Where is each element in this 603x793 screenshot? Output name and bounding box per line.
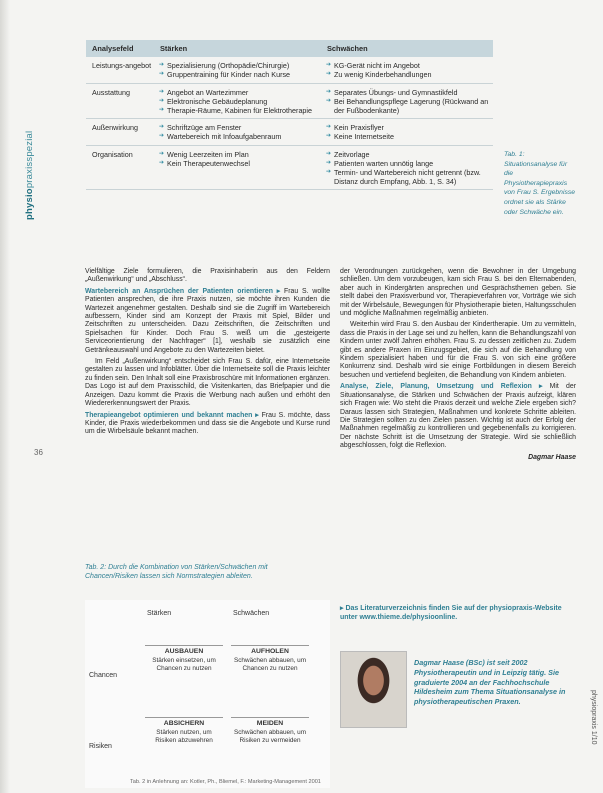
author-photo	[340, 651, 407, 728]
weakness-item: ➔ Keine Internetseite	[327, 132, 493, 141]
paragraph: Im Feld „Außenwirkung“ entscheidet sich Frau S. dafür, eine Internetseite gestalten zu lassen und Infoblätter. Über die Internetseite soll die Praxis leichter zu finden sein. Den Inhalt soll eine Praxisbroschüre mit Informationen ergänzen. Das Logo ist auf dem Praxisschild, die Visitenkarten, das Briefpapier und die Anzeigen. Dazu kommt die Praxis die Werbung nach außen und erhöht den Wiedererkennungswert der Praxis.	[85, 358, 330, 408]
strength-item: ➔ Gruppentraining für Kinder nach Kurse	[160, 70, 323, 79]
strength-item: ➔ Elektronische Gebäudeplanung	[160, 97, 323, 106]
strength-item: ➔ Schriftzüge am Fenster	[160, 123, 323, 132]
author-signature: Dagmar Haase	[528, 453, 576, 461]
table2-caption: Tab. 2: Durch die Kombination von Stärken/Schwächen mit Chancen/Risiken lassen sich Normstrategien ableiten.	[85, 564, 268, 580]
paragraph: der Verordnungen zurückgehen, wenn die Bewohner in der Umgebung schließen. Um dem vorzubeugen, kam sich Frau S. bei den Elternabenden, aber auch in Kindergärten ansprechen und Gesprächsthemen geben. Sie stellt dabei den Praxisverbund vor, Therapieverfahren vor, Vorträge wie sich mit der Wirbelsäule, Bewegungen für Physiotherapie bieten, Haltungsschulen und mögliche Maßnahmen regelmäßig anbieten.	[340, 268, 576, 318]
matrix-cell-meiden: MEIDEN Schwächen abbauen, um Risiken zu vermeiden	[231, 717, 309, 744]
paragraph: Weiterhin wird Frau S. den Ausbau der Kindertherapie. Um zu vermitteln, dass die Praxis in der Lage sei und zu helfen, kann die Behandlungszahl von Kindern unter zwölf Jahren erhöhen. Frau S. zu dessen zeitlichen zu. Zudem gibt es andere Praxen im Einzugsgebiet, die sich auf die Behandlung von Kindern spezialisiert haben und für die Frau S. von sich eine größere Konkurrenz sind. Deshalb wird sie einige Fortbildungen in diesem Bereich besuchen und vertiefend begleiten, die Behandlung von Kindern anbieten.	[340, 321, 576, 379]
table2-source: Tab. 2 in Anlehnung an: Kotler, Ph., Bliemel, F.: Marketing-Management 2001	[130, 779, 321, 785]
article-left-column	[85, 268, 330, 440]
table-row	[86, 57, 493, 83]
weakness-item: ➔ Patienten warten unnötig lange	[327, 159, 493, 168]
page-number: 36	[34, 448, 43, 457]
weakness-item: ➔ Zu wenig Kinderbehandlungen	[327, 70, 493, 79]
section-label: physiopraxisspezial	[24, 130, 35, 220]
strength-item: ➔ Kein Therapeutenwechsel	[160, 159, 323, 168]
author-bio: Dagmar Haase (BSc) ist seit 2002 Physiotherapeutin und in Leipzig tätig. Sie graduierte 2004 an der Fachhochschule Hildesheim zum Thema Situationsanalyse in physiotherapeutischen Praxen.	[414, 658, 566, 707]
strength-item: ➔ Spezialisierung (Orthopädie/Chirurgie)	[160, 61, 323, 70]
paragraph: Wartebereich an Ansprüchen der Patienten orientieren ▸ Frau S. wollte Patienten ansprechen, die ihre Praxis nutzen, sie möchte ihren Kunden die Wartezeit angenehmer gestalten. Deshalb sind sie die Zugriff im Wartebereich aufbessern, Kinder sind am Konzept der Praxis mit Spiel, Bilder und Zeitschriften zu unterscheiden. Dazu Zeitschriften, die Zeitschriften und Spielsachen für Kinder. Doch Frau S. weiß um die „gesteigerte Serviceorientierung der Nachfrager“ [1], weshalb sie zusätzlich eine Getränkeauswahl und Angebote zu den Wartezeiten bietet.	[85, 287, 330, 354]
strength-item: ➔ Angebot an Wartezimmer	[160, 88, 323, 97]
matrix-cell-absichern: ABSICHERN Stärken nutzen, um Risiken abzuwehren	[145, 717, 223, 744]
matrix-row-chances: Chancen	[89, 672, 118, 679]
weakness-item: ➔ Zeitvorlage	[327, 150, 493, 159]
strength-item: ➔ Wartebereich mit Infoaufgabenraum	[160, 132, 323, 141]
header-strengths: Stärken	[160, 44, 188, 53]
paragraph: Therapieangebot optimieren und bekannt machen ▸ Frau S. möchte, dass Kinder, die Praxis wiederbekommen und dass sie die Angebote und Kurse rund um die Wirbelsäule bekannt machen.	[85, 411, 331, 436]
paragraph: Vielfältige Ziele formulieren, die Praxisinhaberin aus den Feldern „Außenwirkung“ und „Abschluss“.	[85, 268, 330, 284]
paragraph-heading: Wartebereich an Ansprüchen der Patienten orientieren ▸	[85, 287, 281, 295]
weakness-item: ➔ KG-Gerät nicht im Angebot	[327, 61, 493, 70]
table-row	[86, 146, 493, 191]
strength-item: ➔ Therapie-Räume, Kabinen für Elektrotherapie	[160, 106, 323, 115]
paragraph-heading: Therapieangebot optimieren und bekannt machen ▸	[85, 411, 259, 419]
analysis-table	[86, 40, 493, 190]
matrix-cell-ausbauen: AUSBAUEN Stärken einsetzen, um Chancen zu nutzen	[145, 645, 223, 672]
row-field: Leistungs-angebot	[92, 61, 152, 71]
table1-caption: Tab. 1: Situationsanalyse für die Physiotherapiepraxis von Frau S. Ergebnisse ordnet sie als Stärke oder Schwäche ein.	[504, 151, 576, 216]
header-field: Analysefeld	[92, 44, 134, 53]
article-right-column	[340, 268, 576, 465]
issue-label: physiopraxis 1/10	[590, 690, 597, 745]
matrix-cell-aufholen: AUFHOLEN Schwächen abbauen, um Chancen zu nutzen	[231, 645, 309, 672]
paragraph: Analyse, Ziele, Planung, Umsetzung und Reflexion ▸ Mit der Situationsanalyse, die Stärken und Schwächen der Praxis aufzeigt, klären sich Fragen wie: Wo steht die Praxis derzeit und welche Ziele ergeben sich? Daraus lassen sich Strategien, Maßnahmen und konkrete Schritte ableiten. Die Strategien sollten zu den Zielen passen. Wichtig ist auch der Erfolg der Maßnahmen regelmäßig zu kontrollieren und gegebenenfalls zu korrigieren. Der nächste Schritt ist die Umsetzung der Strategie. Wird sie schließlich abgeschlossen, folgt die Reflexion.	[340, 383, 576, 450]
row-field: Organisation	[92, 149, 133, 159]
table-row	[86, 119, 493, 145]
table-header	[86, 40, 493, 57]
weakness-item: ➔ Bei Behandlungspflege Lagerung (Rückwand an der Fußbodenkante)	[327, 97, 493, 115]
strategy-matrix	[85, 600, 330, 788]
table-row	[86, 84, 493, 120]
weakness-item: ➔ Kein Praxisflyer	[327, 123, 493, 132]
paragraph-heading: Analyse, Ziele, Planung, Umsetzung und Reflexion ▸	[340, 383, 543, 391]
row-field: Ausstattung	[92, 87, 130, 97]
strength-item: ➔ Wenig Leerzeiten im Plan	[160, 150, 323, 159]
row-field: Außenwirkung	[92, 123, 138, 133]
literature-link-note: ▸ Das Literaturverzeichnis finden Sie auf der physiopraxis-Website unter www.thieme.de/physioonline.	[340, 605, 562, 621]
weakness-item: ➔ Separates Übungs- und Gymnastikfeld	[327, 88, 493, 97]
page-edge	[0, 0, 10, 793]
matrix-row-risks: Risiken	[89, 743, 112, 750]
weakness-item: ➔ Termin- und Wartebereich nicht getrennt (bzw. Distanz durch Empfang, Abb. 1, S. 34)	[327, 168, 493, 186]
matrix-col-weaknesses: Schwächen	[233, 610, 270, 617]
matrix-col-strengths: Stärken	[147, 610, 172, 617]
header-weaknesses: Schwächen	[327, 44, 368, 53]
